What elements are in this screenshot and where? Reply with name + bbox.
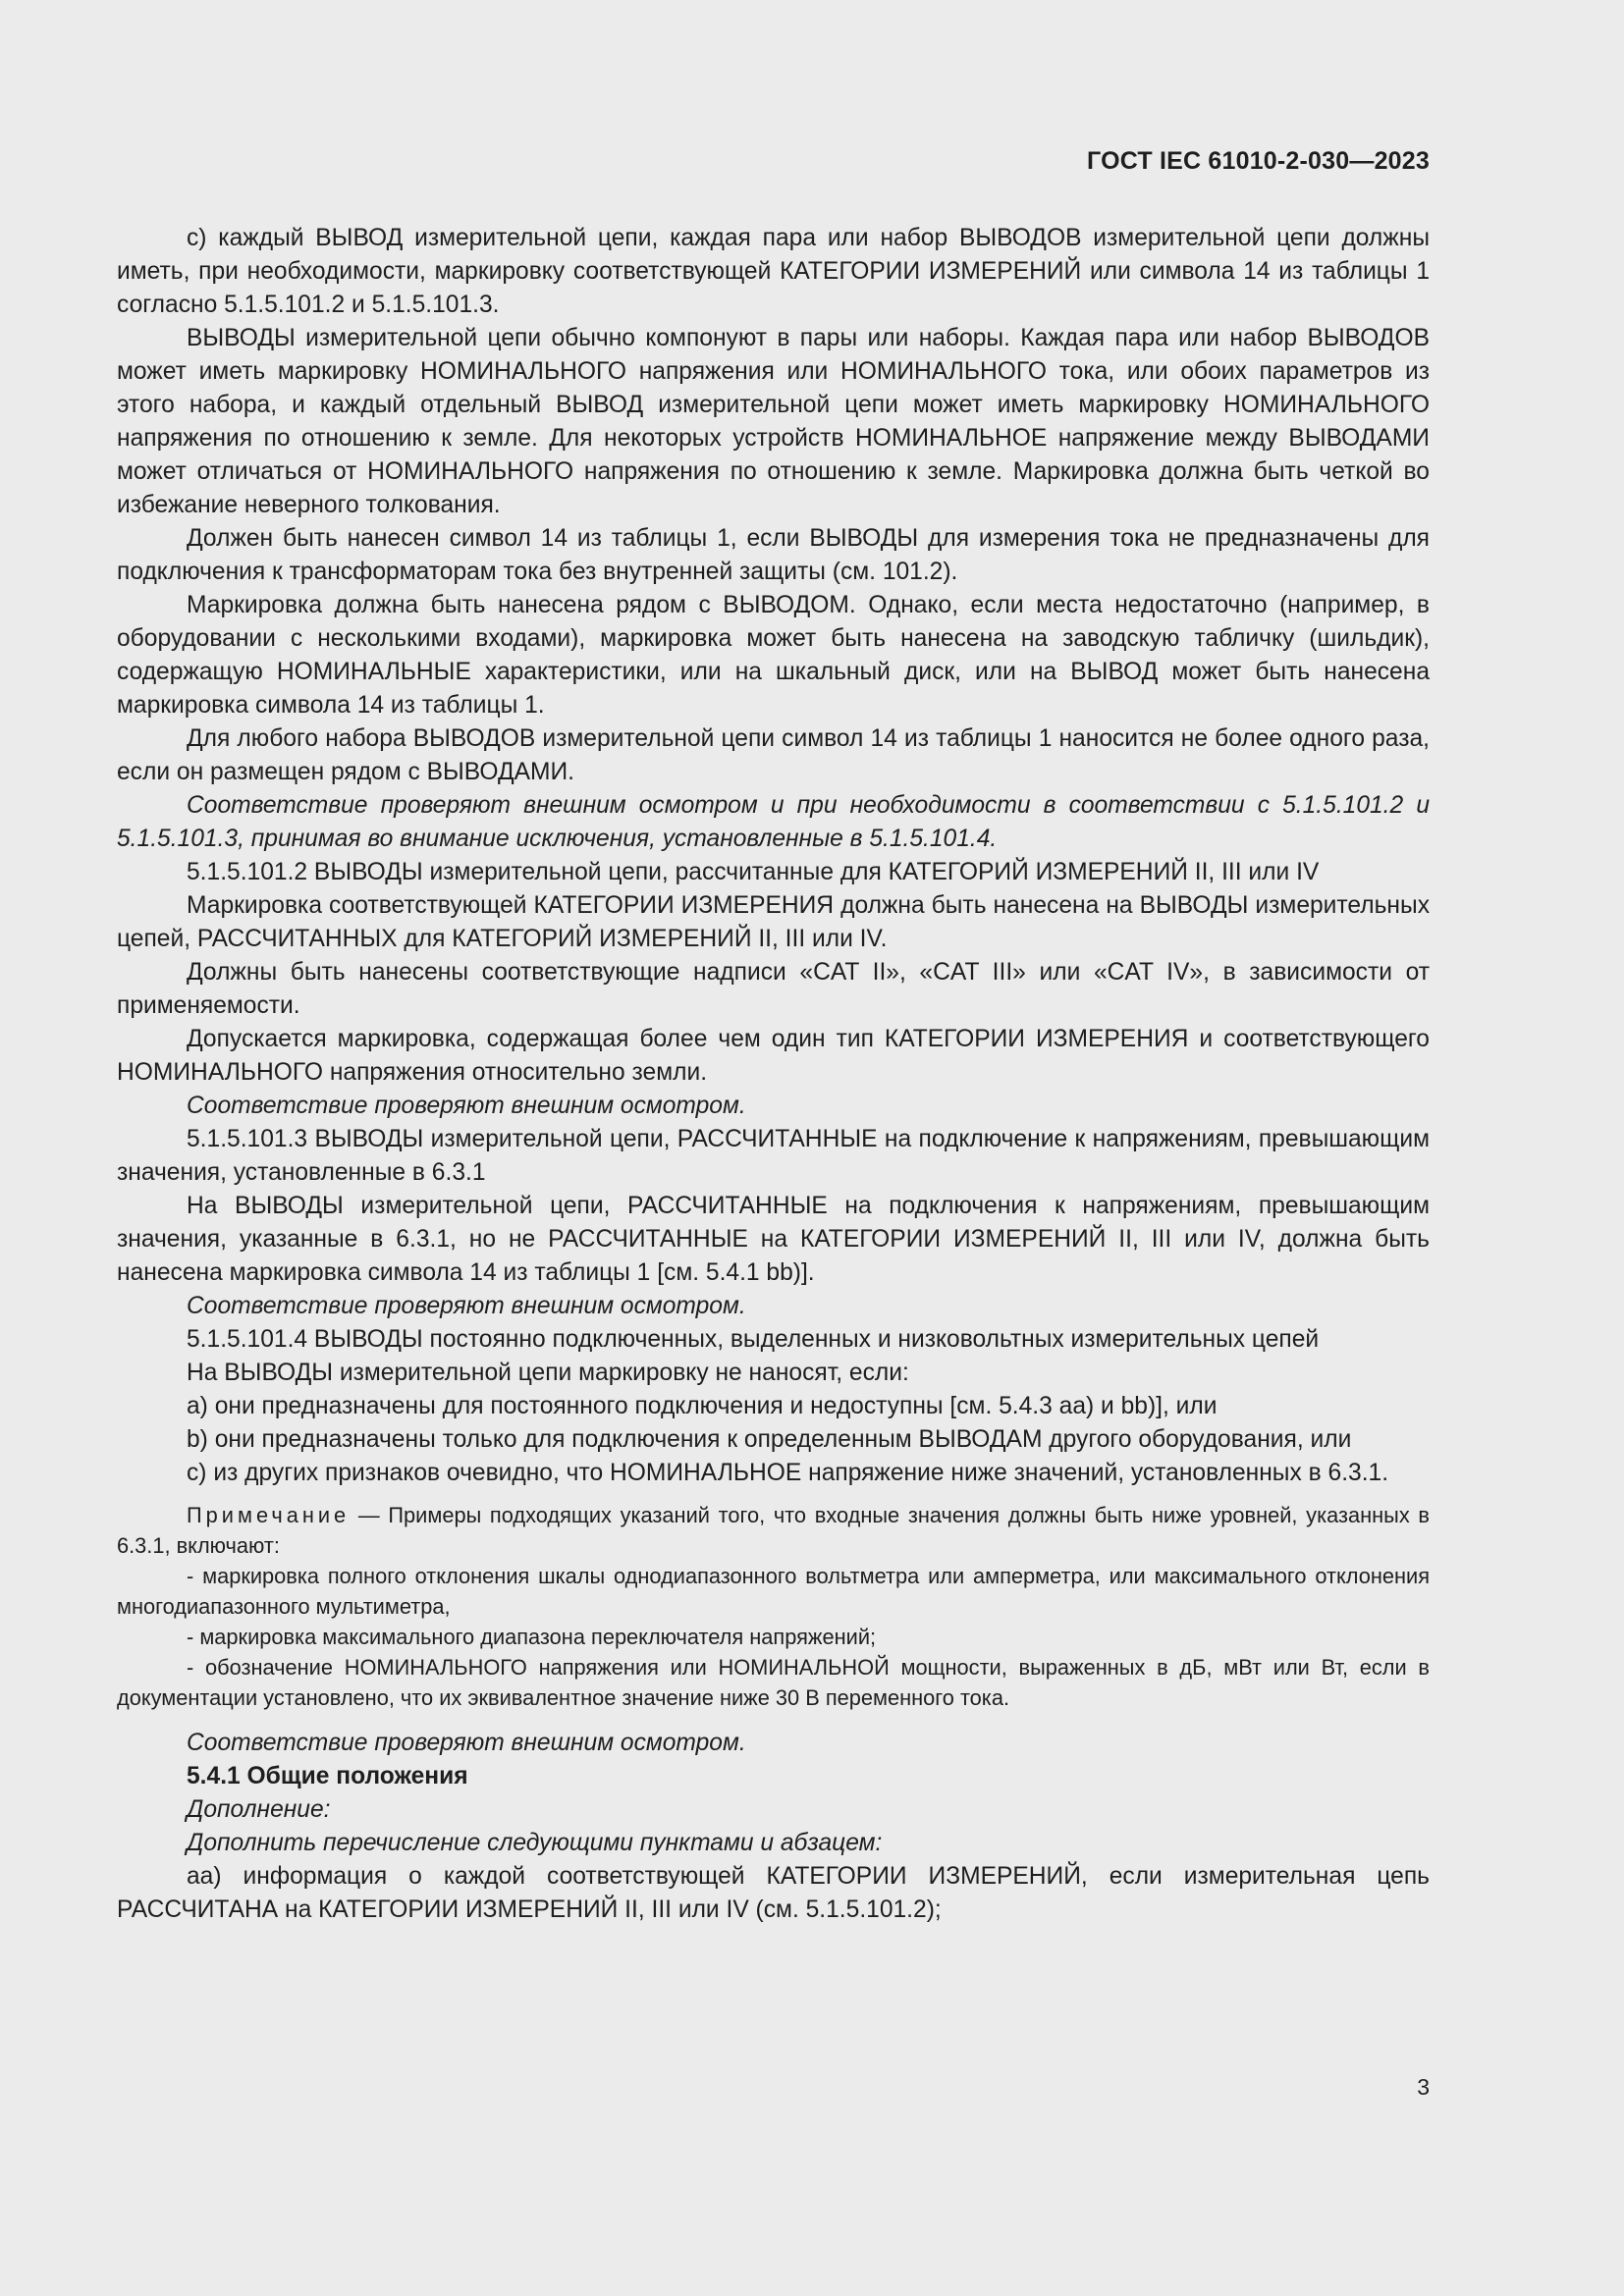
paragraph: Допускается маркировка, содержащая более чем один тип КАТЕГОРИИ ИЗМЕРЕНИЯ и соответствующего НОМИНАЛЬНОГО напряжения относительно земли.	[117, 1026, 1430, 1086]
note-item: - маркировка максимального диапазона переключателя напряжений;	[187, 1625, 877, 1649]
clause-heading: 5.1.5.101.4 ВЫВОДЫ постоянно подключенных, выделенных и низковольтных измерительных цепей	[187, 1326, 1320, 1353]
section-heading: 5.4.1 Общие положения	[187, 1763, 468, 1789]
paragraph: с) каждый ВЫВОД измерительной цепи, каждая пара или набор ВЫВОДОВ измерительной цепи должны иметь, при необходимости, маркировку соответствующей КАТЕГОРИИ ИЗМЕРЕНИЙ или символа 14 из таблицы 1 согласно 5.1.5.101.2 и 5.1.5.101.3.	[117, 225, 1430, 318]
amendment-instruction: Дополнить перечисление следующими пунктами и абзацем:	[187, 1830, 883, 1856]
note-item: - маркировка полного отклонения шкалы однодиапазонного вольтметра или амперметра, или максимального отклонения многодиапазонного мультиметра,	[117, 1564, 1430, 1619]
compliance-note: Соответствие проверяют внешним осмотром.	[187, 1293, 746, 1319]
paragraph: На ВЫВОДЫ измерительной цепи, РАССЧИТАННЫЕ на подключения к напряжениям, превышающим значения, указанные в 6.3.1, но не РАССЧИТАННЫЕ на КАТЕГОРИИ ИЗМЕРЕНИЙ II, III или IV, должна быть нанесена маркировка символа 14 из таблицы 1 [см. 5.4.1 bb)].	[117, 1193, 1430, 1286]
paragraph: Для любого набора ВЫВОДОВ измерительной цепи символ 14 из таблицы 1 наносится не более одного раза, если он размещен рядом с ВЫВОДАМИ.	[117, 725, 1430, 785]
list-item: b) они предназначены только для подключения к определенным ВЫВОДАМ другого оборудования, или	[187, 1426, 1352, 1453]
note-label: Примечание	[187, 1503, 351, 1527]
paragraph: На ВЫВОДЫ измерительной цепи маркировку не наносят, если:	[187, 1360, 909, 1386]
note-item: - обозначение НОМИНАЛЬНОГО напряжения или НОМИНАЛЬНОЙ мощности, выраженных в дБ, мВт или Вт, если в документации установлено, что их эквивалентное значение ниже 30 В переменного тока.	[117, 1655, 1430, 1710]
document-body	[117, 222, 1430, 1927]
note-intro	[117, 1500, 1430, 1561]
paragraph: Маркировка должна быть нанесена рядом с ВЫВОДОМ. Однако, если места недостаточно (например, в оборудовании с несколькими входами), маркировка может быть нанесена на заводскую табличку (шильдик), содержащую НОМИНАЛЬНЫЕ характеристики, или на шкальный диск, или на ВЫВОД может быть нанесена маркировка символа 14 из таблицы 1.	[117, 592, 1430, 719]
compliance-note: Соответствие проверяют внешним осмотром.	[187, 1730, 746, 1756]
paragraph: Должен быть нанесен символ 14 из таблицы 1, если ВЫВОДЫ для измерения тока не предназначены для подключения к трансформаторам тока без внутренней защиты (см. 101.2).	[117, 525, 1430, 585]
compliance-note: Соответствие проверяют внешним осмотром.	[187, 1093, 746, 1119]
clause-heading: 5.1.5.101.3 ВЫВОДЫ измерительной цепи, РАССЧИТАННЫЕ на подключение к напряжениям, превышающим значения, установленные в 6.3.1	[117, 1126, 1430, 1186]
note-block	[117, 1500, 1430, 1713]
list-item: аа) информация о каждой соответствующей КАТЕГОРИИ ИЗМЕРЕНИЙ, если измерительная цепь РАССЧИТАНА на КАТЕГОРИИ ИЗМЕРЕНИЙ II, III или IV (см. 5.1.5.101.2);	[117, 1863, 1430, 1923]
page-number: 3	[1417, 2074, 1430, 2100]
document-header: ГОСТ IEC 61010-2-030—2023	[1087, 147, 1430, 175]
note-intro-text: — Примеры подходящих указаний того, что входные значения должны быть ниже уровней, указанных в 6.3.1, включают:	[117, 1503, 1430, 1558]
paragraph: Должны быть нанесены соответствующие надписи «CAT II», «CAT III» или «CAT IV», в зависимости от применяемости.	[117, 959, 1430, 1019]
paragraph: Маркировка соответствующей КАТЕГОРИИ ИЗМЕРЕНИЯ должна быть нанесена на ВЫВОДЫ измерительных цепей, РАССЧИТАННЫХ для КАТЕГОРИЙ ИЗМЕРЕНИЙ II, III или IV.	[117, 892, 1430, 952]
paragraph: ВЫВОДЫ измерительной цепи обычно компонуют в пары или наборы. Каждая пара или набор ВЫВОДОВ может иметь маркировку НОМИНАЛЬНОГО напряжения или НОМИНАЛЬНОГО тока, или обоих параметров из этого набора, и каждый отдельный ВЫВОД измерительной цепи может иметь маркировку НОМИНАЛЬНОГО напряжения по отношению к земле. Для некоторых устройств НОМИНАЛЬНОЕ напряжение между ВЫВОДАМИ может отличаться от НОМИНАЛЬНОГО напряжения по отношению к земле. Маркировка должна быть четкой во избежание неверного толкования.	[117, 325, 1430, 518]
compliance-note: Соответствие проверяют внешним осмотром и при необходимости в соответствии с 5.1.5.101.2 и 5.1.5.101.3, принимая во внимание исключения, установленные в 5.1.5.101.4.	[117, 792, 1430, 852]
list-item: с) из других признаков очевидно, что НОМИНАЛЬНОЕ напряжение ниже значений, установленных в 6.3.1.	[187, 1460, 1389, 1486]
amendment-label: Дополнение:	[187, 1796, 331, 1823]
clause-heading: 5.1.5.101.2 ВЫВОДЫ измерительной цепи, рассчитанные для КАТЕГОРИЙ ИЗМЕРЕНИЙ II, III или IV	[187, 859, 1320, 885]
list-item: а) они предназначены для постоянного подключения и недоступны [см. 5.4.3 аа) и bb)], или	[187, 1393, 1218, 1419]
